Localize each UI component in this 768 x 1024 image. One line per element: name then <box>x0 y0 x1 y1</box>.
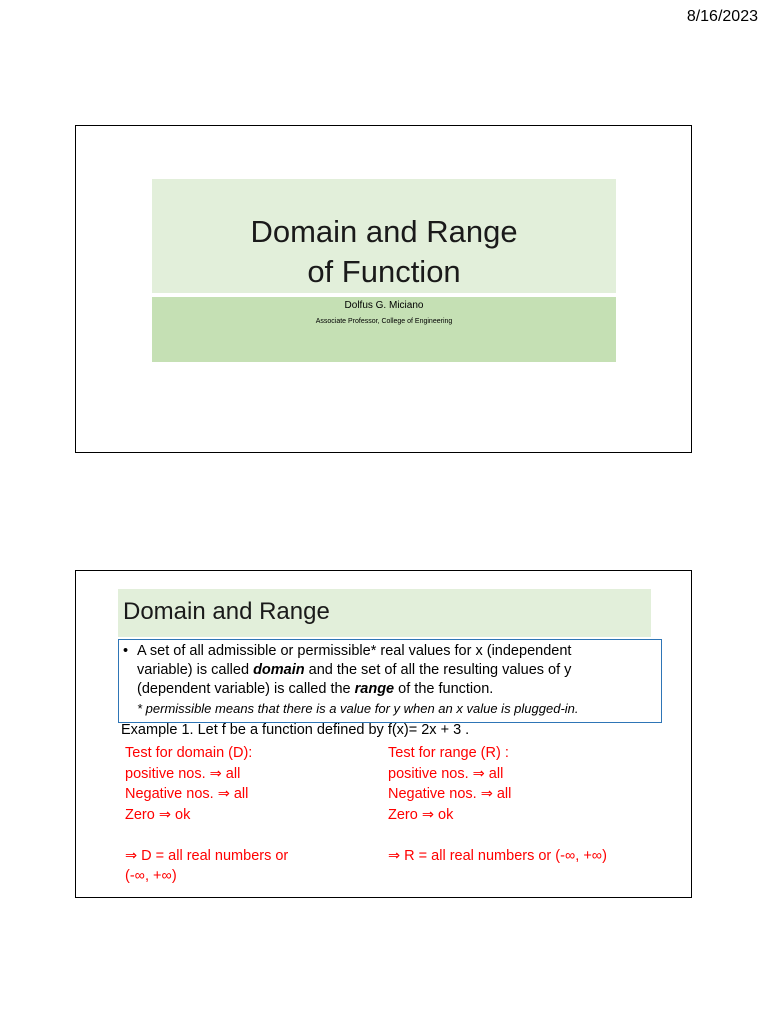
slide-2 <box>75 570 692 898</box>
definition-text-3a: (dependent variable) is called the <box>137 681 355 697</box>
definition-text-3b: of the function. <box>394 681 494 697</box>
domain-result-line-2: (-∞, +∞) <box>125 868 177 884</box>
example-statement: Example 1. Let f be a function defined by f(x)= 2x + 3 . <box>121 722 470 738</box>
domain-term: domain <box>253 662 305 678</box>
domain-test-column <box>125 743 288 887</box>
permissible-note: * permissible means that there is a value for y when an x value is plugged-in. <box>137 701 579 716</box>
definition-text-2a: variable) is called <box>137 662 254 678</box>
definition-line-2 <box>123 661 655 680</box>
domain-result-line-1: ⇒ D = all real numbers or <box>125 847 289 864</box>
range-test-heading: Test for range (R) : <box>388 745 509 761</box>
definition-text-2b: and the set of all the resulting values of y <box>304 662 572 678</box>
slide-1 <box>75 125 692 453</box>
author-affiliation: Associate Professor, College of Engineering <box>315 318 453 325</box>
range-result: ⇒ R = all real numbers or (-∞, +∞) <box>388 847 607 864</box>
author-name: Dolfus G. Miciano <box>344 300 424 311</box>
slide-title <box>152 212 616 292</box>
range-term: range <box>354 681 395 697</box>
definition-line-3 <box>123 680 655 699</box>
domain-test-heading: Test for domain (D): <box>125 745 253 761</box>
slide-2-header <box>118 589 651 637</box>
title-line-2: of Function <box>307 254 461 289</box>
title-line-1: Domain and Range <box>250 214 518 249</box>
range-test-negative: Negative nos. ⇒ all <box>388 786 512 802</box>
definition-line-1 <box>123 642 655 661</box>
domain-test-negative: Negative nos. ⇒ all <box>125 786 249 802</box>
definition-text-1: A set of all admissible or permissible* real values for x (independent <box>137 643 572 659</box>
range-test-zero: Zero ⇒ ok <box>388 806 454 823</box>
range-test-column <box>388 743 607 866</box>
definition-box <box>118 639 662 723</box>
title-box <box>152 179 616 293</box>
print-date: 8/16/2023 <box>686 8 758 25</box>
subtitle-box <box>152 297 616 362</box>
bullet-point: • <box>123 643 129 659</box>
domain-test-zero: Zero ⇒ ok <box>125 806 191 823</box>
domain-test-positive: positive nos. ⇒ all <box>125 765 241 782</box>
slide-2-title: Domain and Range <box>123 598 330 625</box>
spacer <box>388 825 607 846</box>
range-test-positive: positive nos. ⇒ all <box>388 765 504 782</box>
spacer <box>125 825 288 846</box>
